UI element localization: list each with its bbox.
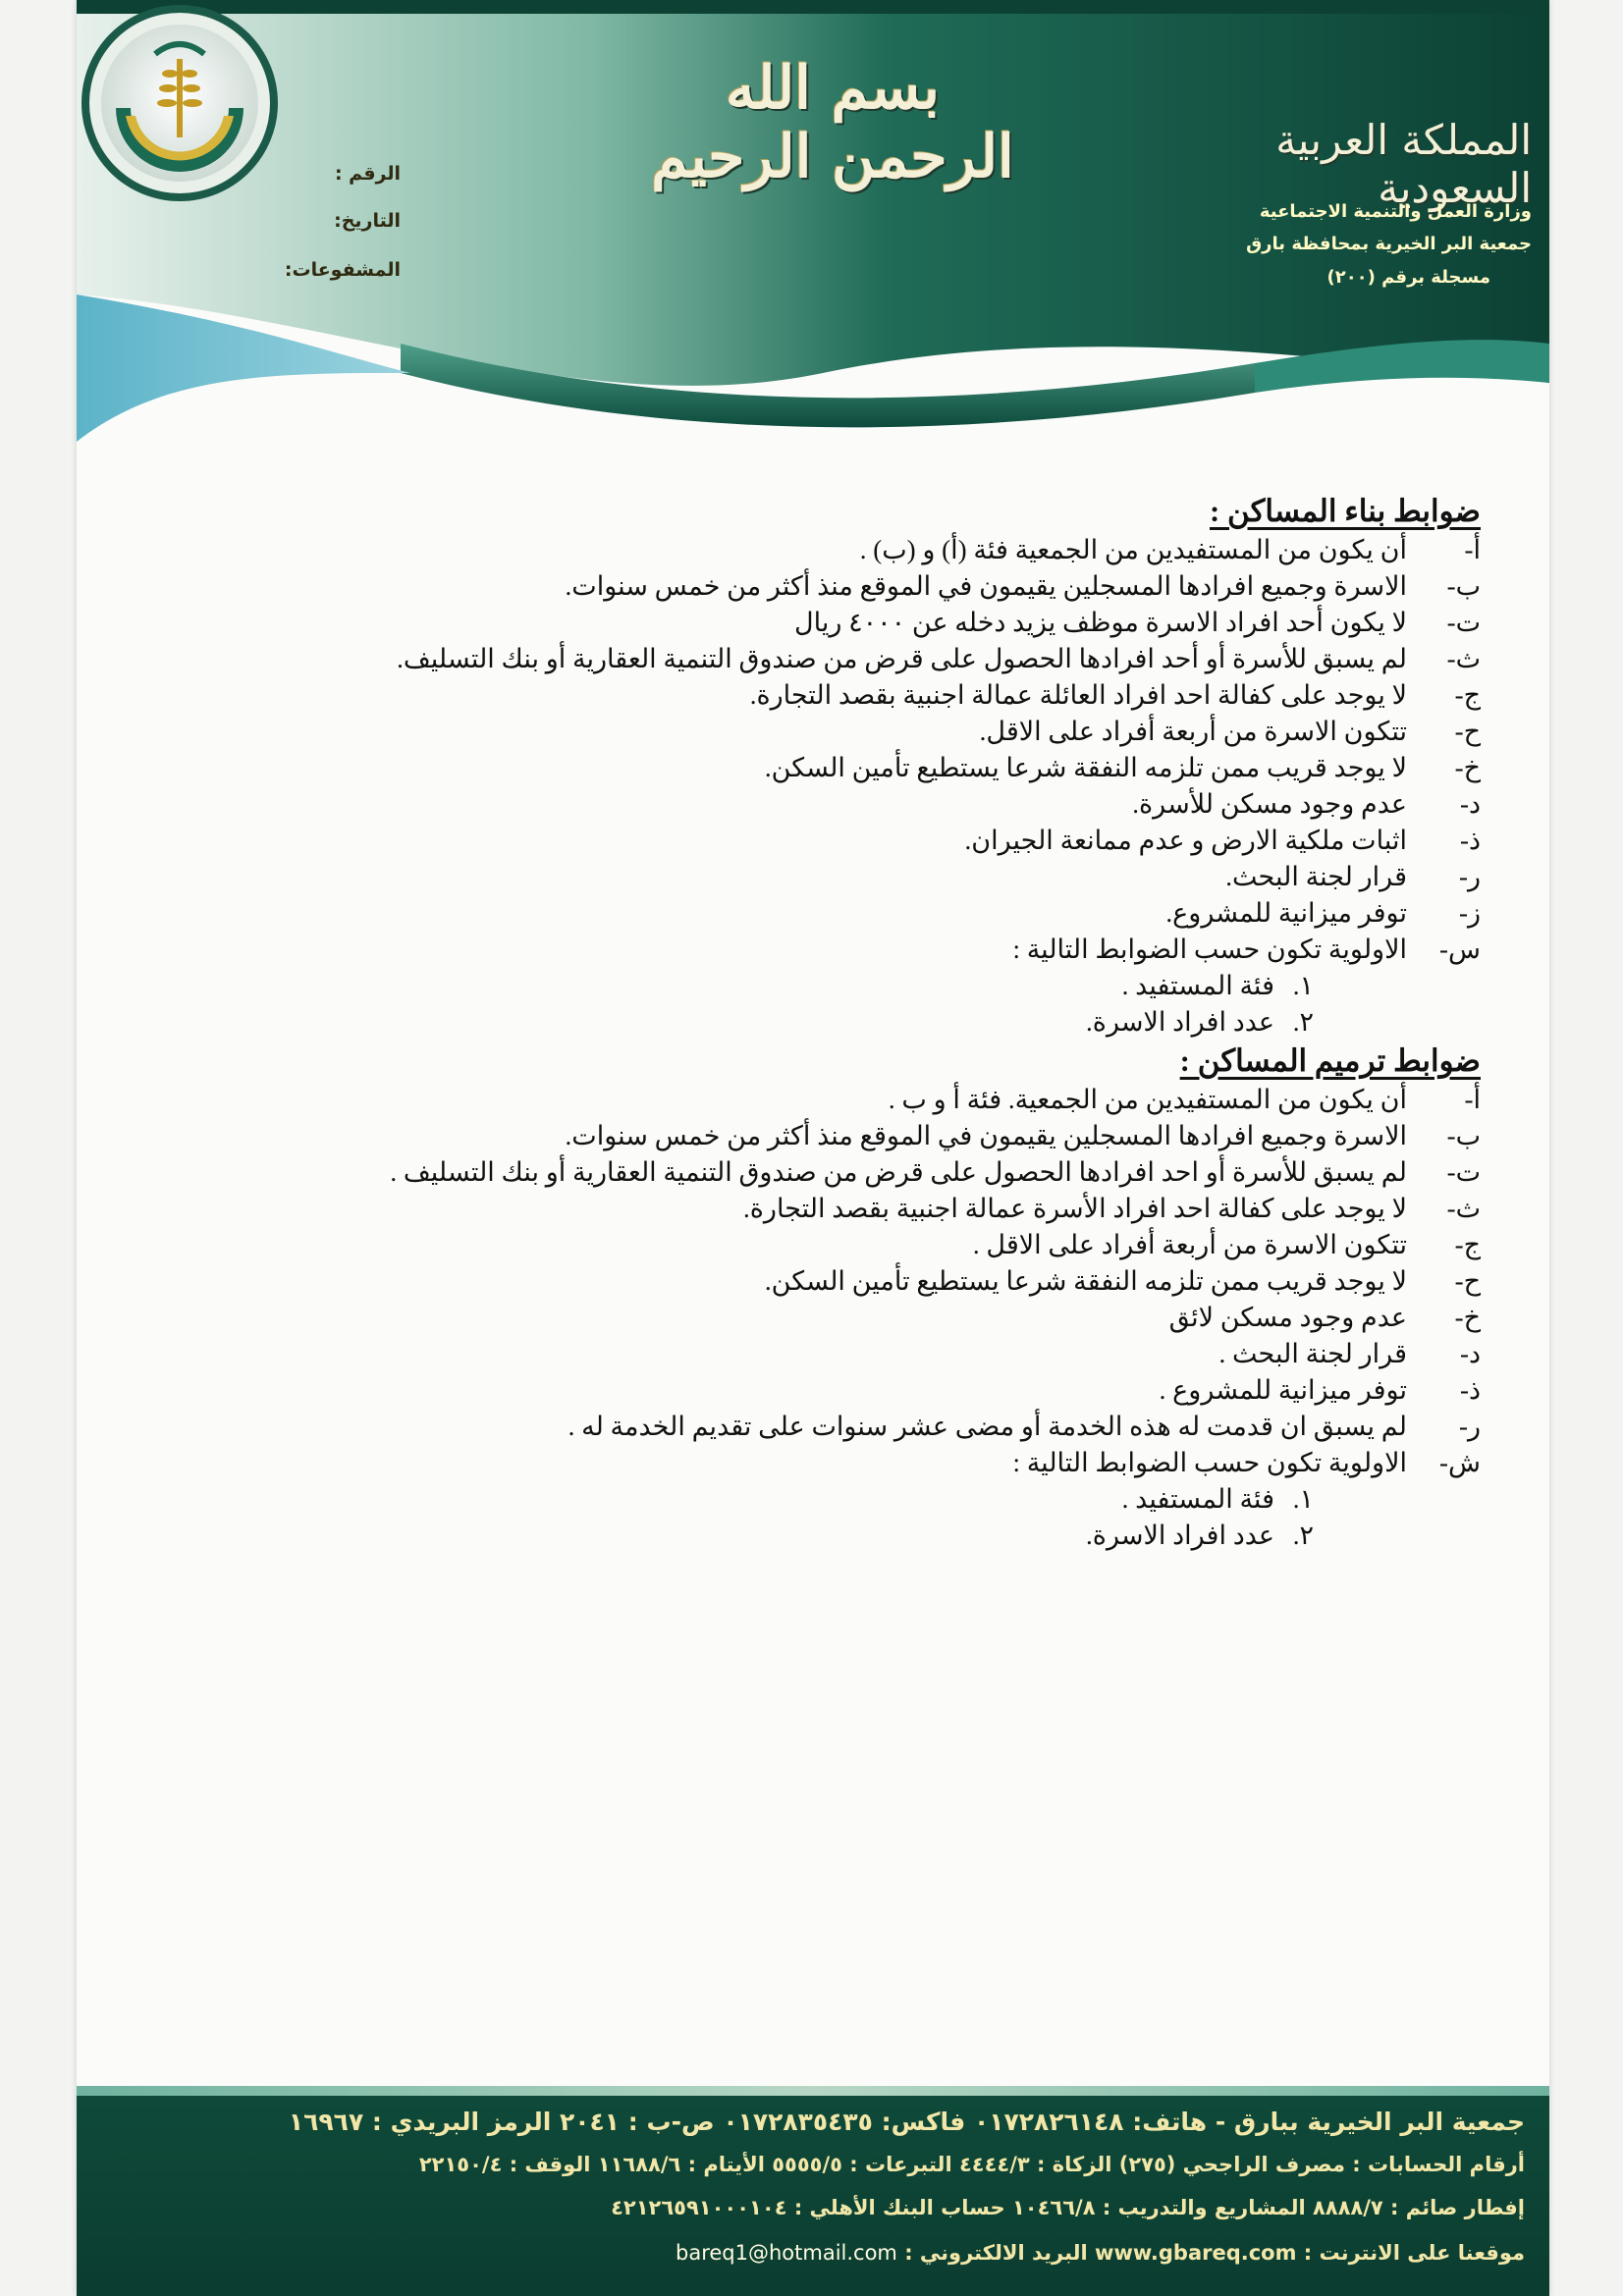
list-item <box>135 1300 1481 1336</box>
section2-list <box>135 1082 1481 1481</box>
item-text: أن يكون من المستفيدين من الجمعية. فئة أ و ب . <box>888 1085 1407 1114</box>
item-text: فئة المستفيد . <box>1121 1484 1274 1514</box>
item-text: لا يوجد على كفالة احد افراد العائلة عمالة اجنبية بقصد التجارة. <box>749 680 1407 710</box>
item-text: عدد افراد الاسرة. <box>1086 1521 1274 1550</box>
list-item <box>135 1263 1481 1300</box>
kingdom-title: المملكة العربية السعودية <box>1275 116 1532 212</box>
list-item <box>135 895 1481 932</box>
item-marker: ١. <box>1292 1484 1314 1514</box>
item-marker: خ- <box>1454 1303 1481 1332</box>
item-marker: ذ- <box>1459 826 1481 855</box>
list-item <box>135 641 1481 677</box>
section1-priority-list <box>135 968 1481 1041</box>
item-text: لم يسبق للأسرة أو أحد افرادها الحصول على قرض من صندوق التنمية العقارية أو بنك التسليف. <box>397 644 1407 673</box>
item-marker: ث- <box>1446 644 1481 673</box>
footer-website: موقعنا على الانترنت : www.gbareq.com البريد الالكتروني : <box>904 2241 1525 2265</box>
list-item <box>135 1154 1481 1191</box>
list-item <box>135 1336 1481 1372</box>
item-marker: ش- <box>1439 1448 1481 1477</box>
item-marker: ٢. <box>1292 1521 1314 1550</box>
list-item <box>135 1191 1481 1227</box>
item-text: قرار لجنة البحث . <box>1218 1339 1407 1368</box>
item-marker: ح- <box>1454 1266 1481 1296</box>
document-page <box>77 0 1549 2296</box>
item-marker: ت- <box>1446 608 1481 637</box>
item-text: عدم وجود مسكن للأسرة. <box>1132 789 1407 819</box>
item-marker: ج- <box>1454 1230 1481 1259</box>
list-item <box>135 968 1314 1004</box>
item-marker: ر- <box>1458 1412 1481 1441</box>
item-text: لا يوجد على كفالة احد افراد الأسرة عمالة اجنبية بقصد التجارة. <box>743 1194 1407 1223</box>
item-text: لا يوجد قريب ممن تلزمه النفقة شرعا يستطيع تأمين السكن. <box>764 753 1407 782</box>
list-item <box>135 568 1481 605</box>
section2-title: ضوابط ترميم المساكن : <box>1179 1043 1481 1078</box>
section1-list <box>135 532 1481 968</box>
list-item <box>135 1481 1314 1518</box>
list-item <box>135 605 1481 641</box>
list-item <box>135 714 1481 750</box>
list-item <box>135 823 1481 859</box>
list-item <box>135 786 1481 823</box>
item-text: تتكون الاسرة من أربعة أفراد على الاقل. <box>979 717 1407 746</box>
item-marker: ح- <box>1454 717 1481 746</box>
item-text: عدد افراد الاسرة. <box>1086 1007 1274 1037</box>
letterhead-footer <box>77 2086 1549 2296</box>
item-text: قرار لجنة البحث. <box>1225 862 1407 891</box>
item-marker: ت- <box>1446 1157 1481 1187</box>
section1-title: ضوابط بناء المساكن : <box>1209 494 1481 528</box>
item-text: الاولوية تكون حسب الضوابط التالية : <box>1012 934 1407 964</box>
list-item <box>135 1409 1481 1445</box>
item-text: لا يوجد قريب ممن تلزمه النفقة شرعا يستطيع تأمين السكن. <box>764 1266 1407 1296</box>
list-item <box>135 532 1481 568</box>
footer-accounts-line: أرقام الحسابات : مصرف الراجحي (٢٧٥) الزكاة : ٤٤٤٤/٣ التبرعات : ٥٥٥٥/٥ الأيتام : ١١٦٨٨/٦ الوقف : ٢٢١٥٠/٤ <box>418 2153 1525 2176</box>
item-marker: د- <box>1459 789 1481 819</box>
list-item <box>135 1445 1481 1481</box>
item-text: لم يسبق للأسرة أو احد افرادها الحصول على قرض من صندوق التنمية العقارية أو بنك التسليف . <box>390 1157 1407 1187</box>
list-item <box>135 1118 1481 1154</box>
list-item <box>135 750 1481 786</box>
footer-projects-line: إفطار صائم : ٨٨٨٨/٧ المشاريع والتدريب : ١٠٤٦٦/٨ حساب البنك الأهلي : ٤٢١٢٦٥٩١٠٠٠١٠٤ <box>611 2196 1525 2219</box>
item-marker: ب- <box>1446 571 1481 601</box>
footer-email-link[interactable]: bareq1@hotmail.com <box>676 2241 897 2265</box>
society-name: جمعية البر الخيرية بمحافظة بارق <box>1246 234 1532 254</box>
footer-contact-line: جمعية البر الخيرية ببارق - هاتف: ٠١٧٢٨٢٦١٤٨ فاكس: ٠١٧٢٨٣٥٤٣٥ ص-ب : ٢٠٤١ الرمز البريدي : ١٦٩٦٧ <box>288 2108 1525 2136</box>
ministry-name: وزارة العمل والتنمية الاجتماعية <box>1259 201 1532 222</box>
registration-number: مسجلة برقم (٢٠٠) <box>1326 267 1490 288</box>
item-marker: ذ- <box>1459 1375 1481 1405</box>
list-item <box>135 932 1481 968</box>
item-text: عدم وجود مسكن لائق <box>1168 1303 1407 1332</box>
item-marker: أ- <box>1464 535 1481 564</box>
item-text: الاولوية تكون حسب الضوابط التالية : <box>1012 1448 1407 1477</box>
item-text: اثبات ملكية الارض و عدم ممانعة الجيران. <box>964 826 1407 855</box>
item-text: لا يكون أحد افراد الاسرة موظف يزيد دخله عن ٤٠٠٠ ريال <box>793 608 1407 637</box>
footer-web-line <box>91 2241 1525 2265</box>
item-marker: ز- <box>1458 898 1481 928</box>
list-item <box>135 1518 1314 1554</box>
item-marker: د- <box>1459 1339 1481 1368</box>
item-text: توفر ميزانية للمشروع . <box>1159 1375 1407 1405</box>
item-marker: ١. <box>1292 971 1314 1000</box>
document-body <box>135 491 1481 1554</box>
item-text: لم يسبق ان قدمت له هذه الخدمة أو مضى عشر سنوات على تقديم الخدمة له . <box>568 1412 1407 1441</box>
item-text: تتكون الاسرة من أربعة أفراد على الاقل . <box>972 1230 1407 1259</box>
item-text: توفر ميزانية للمشروع. <box>1165 898 1407 928</box>
list-item <box>135 1372 1481 1409</box>
item-marker: ر- <box>1458 862 1481 891</box>
number-label: الرقم : <box>334 163 401 185</box>
item-text: الاسرة وجميع افرادها المسجلين يقيمون في الموقع منذ أكثر من خمس سنوات. <box>565 1121 1407 1150</box>
item-marker: س- <box>1439 934 1481 964</box>
item-marker: ج- <box>1454 680 1481 710</box>
list-item <box>135 677 1481 714</box>
item-marker: ث- <box>1446 1194 1481 1223</box>
letterhead <box>77 0 1549 461</box>
list-item <box>135 1227 1481 1263</box>
item-text: أن يكون من المستفيدين من الجمعية فئة (أ) و (ب) . <box>859 535 1407 564</box>
bismillah-calligraphy: بسم الله الرحمن الرحيم <box>651 54 1014 191</box>
item-marker: ب- <box>1446 1121 1481 1150</box>
list-item <box>135 1004 1314 1041</box>
list-item <box>135 859 1481 895</box>
item-marker: ٢. <box>1292 1007 1314 1037</box>
item-marker: خ- <box>1454 753 1481 782</box>
attachments-label: المشفوعات: <box>284 259 401 281</box>
footer-band <box>77 2086 1549 2096</box>
society-logo-icon <box>77 0 283 206</box>
item-text: الاسرة وجميع افرادها المسجلين يقيمون في الموقع منذ أكثر من خمس سنوات. <box>565 571 1407 601</box>
date-label: التاريخ: <box>334 210 401 232</box>
item-marker: أ- <box>1464 1085 1481 1114</box>
item-text: فئة المستفيد . <box>1121 971 1274 1000</box>
section2-priority-list <box>135 1481 1481 1554</box>
list-item <box>135 1082 1481 1118</box>
